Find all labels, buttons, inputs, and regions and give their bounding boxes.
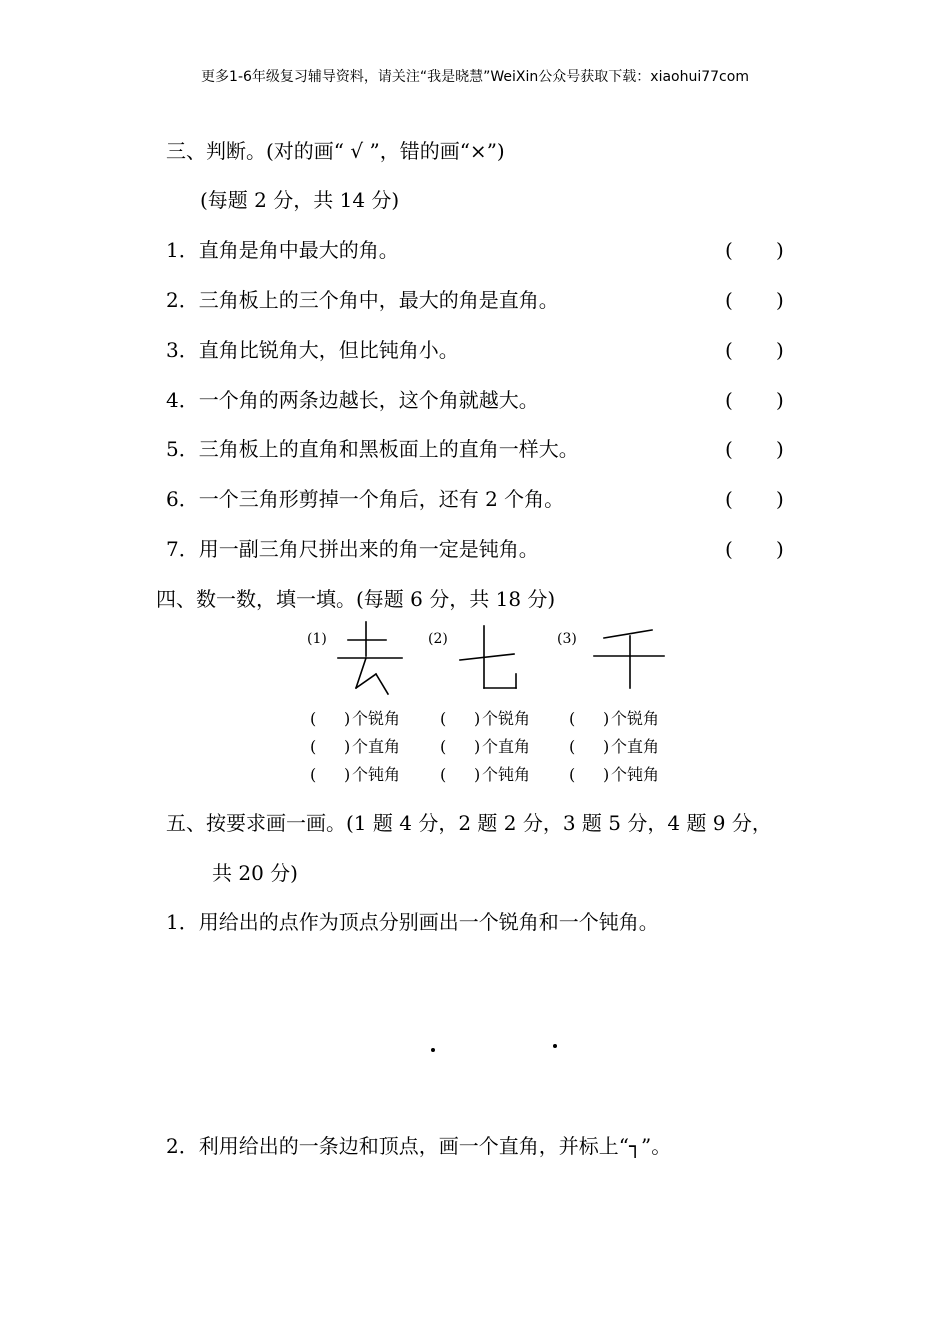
- section5-title: 五、按要求画一画。(1 题 4 分，2 题 2 分，3 题 5 分，4 题 9 分，: [166, 811, 772, 835]
- answer-blank-close: ): [776, 537, 784, 561]
- item-number: 2．: [166, 1134, 199, 1158]
- blank-close-paren: ): [474, 765, 481, 784]
- item-number: 1．: [166, 238, 199, 262]
- item-text: 三角板上的直角和黑板面上的直角一样大。: [198, 437, 579, 461]
- item-number: 7．: [166, 537, 199, 561]
- vertex-point-2[interactable]: [553, 1044, 557, 1048]
- judgement-item: [166, 288, 559, 312]
- blank-close-paren: ): [344, 737, 351, 756]
- answer-blank-open[interactable]: (: [725, 487, 733, 511]
- answer-blank-open[interactable]: (: [725, 388, 733, 412]
- judgement-item: [166, 487, 564, 511]
- answer-blank-close: ): [776, 437, 784, 461]
- section3-title: 三、判断。(对的画“ √ ”，错的画“×”): [166, 139, 505, 163]
- angle-count-label: 个直角: [611, 737, 660, 756]
- figure-2-label: (2): [428, 631, 448, 647]
- answer-blank-close: ): [776, 288, 784, 312]
- blank-open-paren[interactable]: (: [569, 737, 576, 756]
- section3-subtitle: (每题 2 分，共 14 分): [200, 188, 400, 212]
- judgement-item: [166, 388, 539, 412]
- section4-title: 四、数一数，填一填。(每题 6 分，共 18 分): [156, 587, 556, 611]
- blank-open-paren[interactable]: (: [440, 765, 447, 784]
- figure-3-glyph: [592, 626, 668, 692]
- item-number: 5．: [166, 437, 199, 461]
- item-text: 直角比锐角大，但比钝角小。: [198, 338, 459, 362]
- judgement-item: [166, 437, 579, 461]
- figure-2-glyph: [458, 622, 528, 694]
- item-text: 用一副三角尺拼出来的角一定是钝角。: [198, 537, 539, 561]
- answer-blank-open[interactable]: (: [725, 437, 733, 461]
- blank-open-paren[interactable]: (: [569, 765, 576, 784]
- angle-count-label: 个钝角: [611, 765, 660, 784]
- figure-1-label: (1): [307, 631, 327, 647]
- answer-blank-close: ): [776, 487, 784, 511]
- answer-blank-close: ): [776, 388, 784, 412]
- blank-close-paren: ): [344, 765, 351, 784]
- judgement-item: [166, 537, 539, 561]
- angle-count-label: 个钝角: [482, 765, 531, 784]
- blank-open-paren[interactable]: (: [310, 765, 317, 784]
- item-text: 一个三角形剪掉一个角后，还有 2 个角。: [198, 487, 565, 511]
- blank-close-paren: ): [603, 765, 610, 784]
- item-number: 2．: [166, 288, 199, 312]
- section5-title-cont: 共 20 分): [212, 861, 298, 885]
- angle-count-label: 个锐角: [352, 709, 401, 728]
- blank-close-paren: ): [603, 737, 610, 756]
- answer-blank-close: ): [776, 338, 784, 362]
- item-text: 用给出的点作为顶点分别画出一个锐角和一个钝角。: [198, 910, 659, 934]
- blank-close-paren: ): [474, 737, 481, 756]
- blank-open-paren[interactable]: (: [310, 737, 317, 756]
- section5-item-2: [166, 1134, 671, 1158]
- figure-1-glyph: [336, 620, 406, 700]
- answer-blank-open[interactable]: (: [725, 338, 733, 362]
- answer-blank-open[interactable]: (: [725, 238, 733, 262]
- item-number: 3．: [166, 338, 199, 362]
- judgement-item: [166, 338, 459, 362]
- blank-open-paren[interactable]: (: [440, 709, 447, 728]
- blank-open-paren[interactable]: (: [440, 737, 447, 756]
- angle-count-label: 个钝角: [352, 765, 401, 784]
- blank-open-paren[interactable]: (: [569, 709, 576, 728]
- section5-item-1: [166, 910, 659, 934]
- blank-close-paren: ): [474, 709, 481, 728]
- angle-count-label: 个直角: [352, 737, 401, 756]
- item-text: 利用给出的一条边和顶点，画一个直角，并标上“┐”。: [198, 1134, 672, 1158]
- blank-close-paren: ): [603, 709, 610, 728]
- answer-blank-close: ): [776, 238, 784, 262]
- answer-blank-open[interactable]: (: [725, 288, 733, 312]
- item-text: 一个角的两条边越长，这个角就越大。: [198, 388, 539, 412]
- judgement-item: [166, 238, 399, 262]
- angle-count-label: 个锐角: [482, 709, 531, 728]
- item-number: 1．: [166, 910, 199, 934]
- blank-close-paren: ): [344, 709, 351, 728]
- figure-3-label: (3): [557, 631, 577, 647]
- item-number: 4．: [166, 388, 199, 412]
- vertex-point-1[interactable]: [431, 1048, 435, 1052]
- angle-count-label: 个锐角: [611, 709, 660, 728]
- item-number: 6．: [166, 487, 199, 511]
- item-text: 三角板上的三个角中，最大的角是直角。: [198, 288, 559, 312]
- angle-count-label: 个直角: [482, 737, 531, 756]
- answer-blank-open[interactable]: (: [725, 537, 733, 561]
- page-banner: 更多1-6年级复习辅导资料，请关注“我是晓慧”WeiXin公众号获取下载：xiaohui77com: [201, 69, 749, 85]
- item-text: 直角是角中最大的角。: [198, 238, 399, 262]
- blank-open-paren[interactable]: (: [310, 709, 317, 728]
